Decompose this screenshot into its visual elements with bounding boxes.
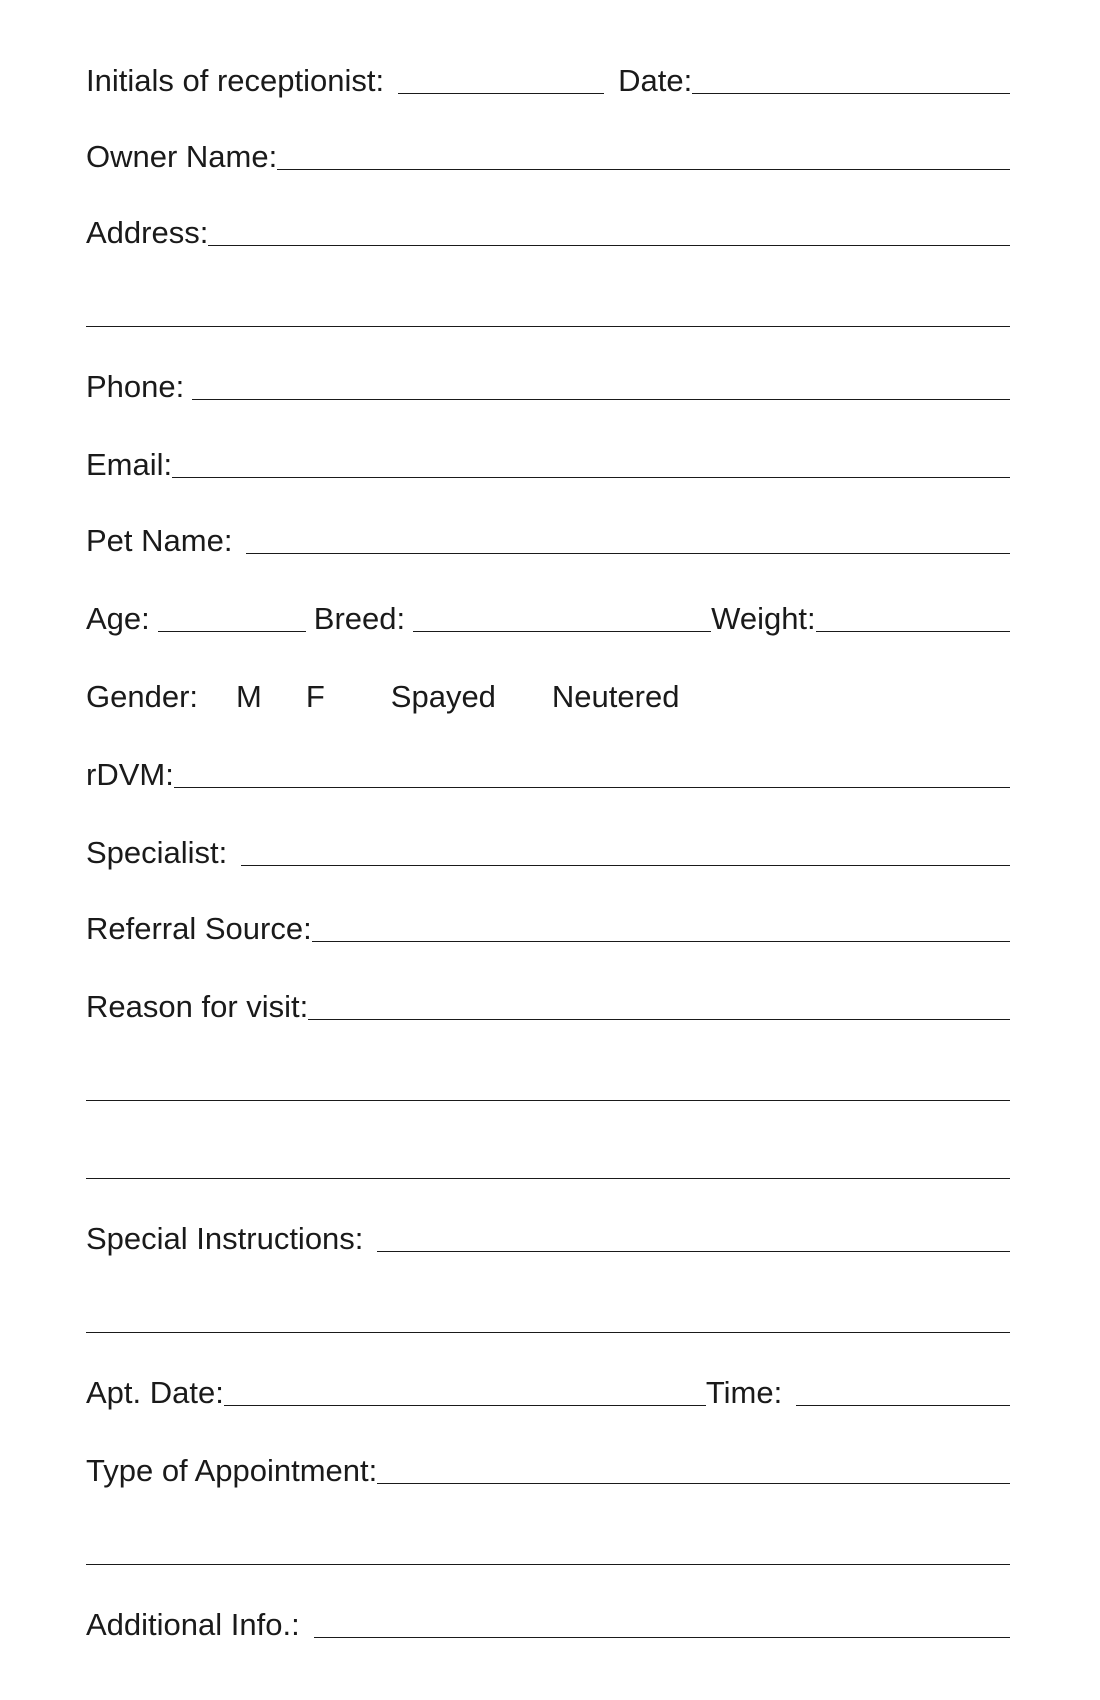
rdvm-label: rDVM: (86, 757, 174, 792)
reason-label: Reason for visit: (86, 989, 309, 1024)
gender-row (86, 674, 1010, 714)
email-row (86, 442, 1010, 482)
email-field[interactable] (172, 476, 1010, 478)
age-breed-weight-row (86, 596, 1010, 636)
referral-source-row (86, 906, 1010, 946)
appointment-type-row (86, 1448, 1010, 1488)
additional-info-field[interactable] (314, 1636, 1010, 1638)
weight-label: Weight: (711, 601, 816, 636)
reason-row (86, 984, 1010, 1024)
gender-label: Gender: (86, 679, 199, 714)
address-row (86, 210, 1010, 250)
special-instructions-field[interactable] (377, 1250, 1010, 1252)
initials-field[interactable] (398, 92, 604, 94)
specialist-label: Specialist: (86, 835, 228, 870)
address-field[interactable] (208, 244, 1010, 246)
referral-source-field[interactable] (312, 940, 1010, 942)
apt-date-label: Apt. Date: (86, 1375, 224, 1410)
reason-field-line-3[interactable] (86, 1178, 1010, 1179)
breed-label: Breed: (313, 601, 406, 636)
owner-name-row (86, 134, 1010, 174)
additional-info-row (86, 1602, 1010, 1642)
special-instructions-label: Special Instructions: (86, 1221, 364, 1256)
age-label: Age: (86, 601, 150, 636)
gender-option-f[interactable]: F (305, 679, 325, 714)
time-field[interactable] (796, 1404, 1010, 1406)
special-instructions-row (86, 1216, 1010, 1256)
initials-date-row (86, 58, 1010, 98)
date-label: Date: (618, 63, 693, 98)
specialist-row (86, 830, 1010, 870)
special-instructions-line-2[interactable] (86, 1332, 1010, 1333)
appointment-type-field[interactable] (377, 1482, 1010, 1484)
reason-field[interactable] (308, 1018, 1010, 1020)
address-label: Address: (86, 215, 209, 250)
referral-source-label: Referral Source: (86, 911, 312, 946)
initials-label: Initials of receptionist: (86, 63, 385, 98)
time-label: Time: (705, 1375, 783, 1410)
age-field[interactable] (158, 630, 306, 632)
gender-option-spayed[interactable]: Spayed (390, 679, 496, 714)
address-field-line-2[interactable] (86, 326, 1010, 327)
apt-date-time-row (86, 1370, 1010, 1410)
appointment-type-line-2[interactable] (86, 1564, 1010, 1565)
phone-label: Phone: (86, 369, 185, 404)
breed-field[interactable] (413, 630, 711, 632)
phone-row (86, 364, 1010, 404)
weight-field[interactable] (816, 630, 1010, 632)
rdvm-row (86, 752, 1010, 792)
intake-form (86, 0, 1010, 1700)
phone-field[interactable] (192, 398, 1010, 400)
pet-name-field[interactable] (246, 552, 1010, 554)
appointment-type-label: Type of Appointment: (86, 1453, 378, 1488)
gender-option-m[interactable]: M (236, 679, 262, 714)
pet-name-label: Pet Name: (86, 523, 233, 558)
rdvm-field[interactable] (174, 786, 1010, 788)
date-field[interactable] (692, 92, 1010, 94)
reason-field-line-2[interactable] (86, 1100, 1010, 1101)
apt-date-field[interactable] (224, 1404, 706, 1406)
gender-option-neutered[interactable]: Neutered (551, 679, 680, 714)
owner-name-label: Owner Name: (86, 139, 278, 174)
email-label: Email: (86, 447, 173, 482)
owner-name-field[interactable] (277, 168, 1010, 170)
pet-name-row (86, 518, 1010, 558)
specialist-field[interactable] (241, 864, 1010, 866)
additional-info-label: Additional Info.: (86, 1607, 300, 1642)
